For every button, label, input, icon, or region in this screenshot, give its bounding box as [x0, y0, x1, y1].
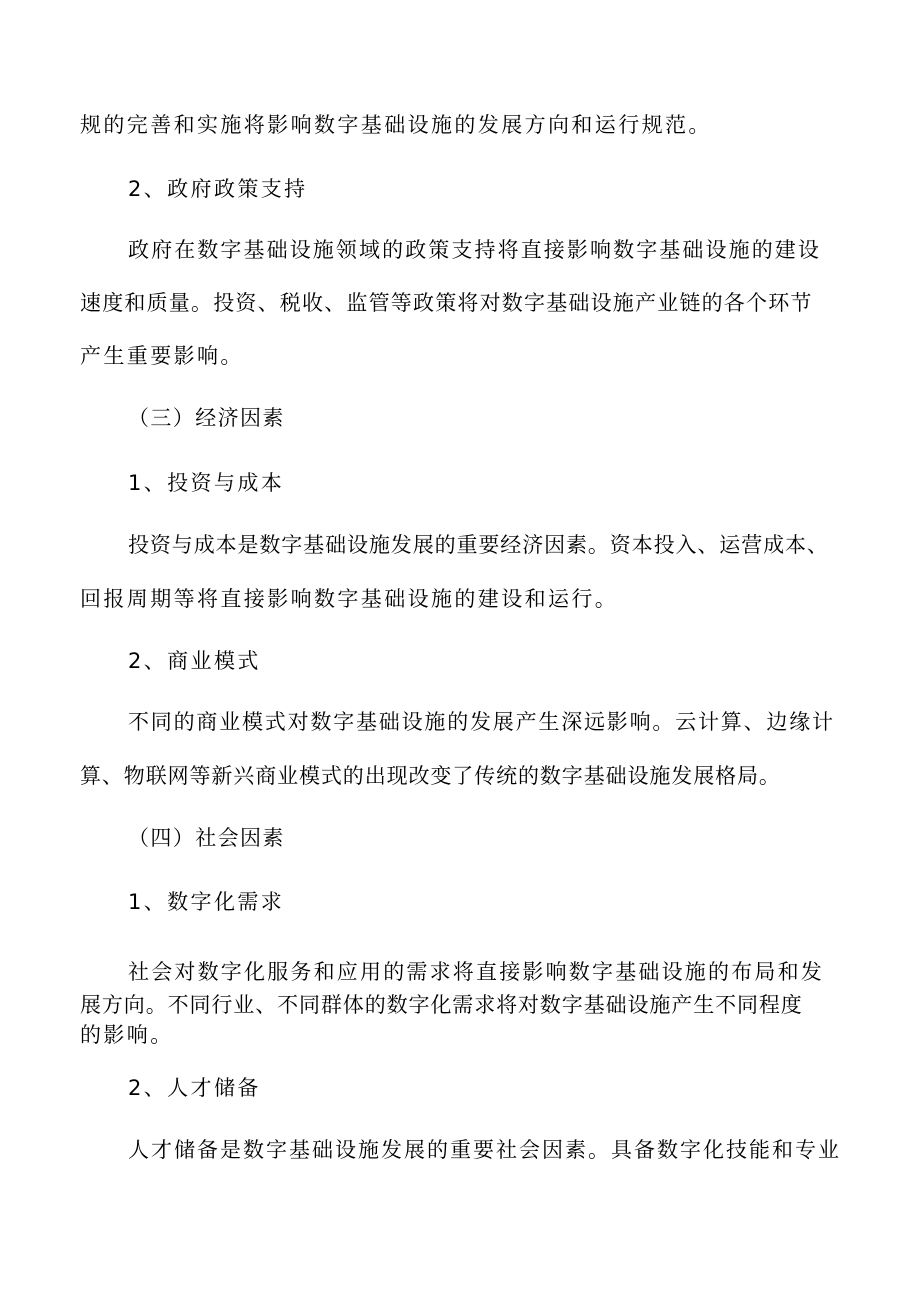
paragraph-line: 不同的商业模式对数字基础设施的发展产生深远影响。云计算、边缘计 [128, 710, 835, 734]
paragraph-line: 政府在数字基础设施领域的政策支持将直接影响数字基础设施的建设 [128, 238, 821, 262]
paragraph-line: 回报周期等将直接影响数字基础设施的建设和运行。 [80, 587, 619, 611]
subheading: 2、政府政策支持 [128, 177, 308, 201]
subheading: 1、投资与成本 [128, 471, 285, 495]
paragraph-line: 社会对数字化服务和应用的需求将直接影响数字基础设施的布局和发 [128, 960, 824, 984]
paragraph-line: 的影响。 [80, 1023, 174, 1047]
paragraph-line: 人才储备是数字基础设施发展的重要社会因素。具备数字化技能和专业 [128, 1138, 841, 1162]
paragraph-line: 速度和质量。投资、税收、监管等政策将对数字基础设施产业链的各个环节 [80, 291, 813, 315]
paragraph-line: 展方向。不同行业、不同群体的数字化需求将对数字基础设施产生不同程度 [80, 993, 803, 1017]
paragraph-line: 规的完善和实施将影响数字基础设施的发展方向和运行规范。 [80, 113, 712, 137]
section-heading: （四）社会因素 [128, 826, 285, 850]
subheading: 1、数字化需求 [128, 890, 285, 914]
subheading: 2、人才储备 [128, 1076, 261, 1100]
paragraph-line: 投资与成本是数字基础设施发展的重要经济因素。资本投入、运营成本、 [128, 533, 829, 557]
subheading: 2、商业模式 [128, 649, 261, 673]
section-heading: （三）经济因素 [128, 406, 285, 430]
paragraph-line: 算、物联网等新兴商业模式的出现改变了传统的数字基础设施发展格局。 [80, 764, 781, 788]
paragraph-line: 产生重要影响。 [80, 344, 244, 368]
